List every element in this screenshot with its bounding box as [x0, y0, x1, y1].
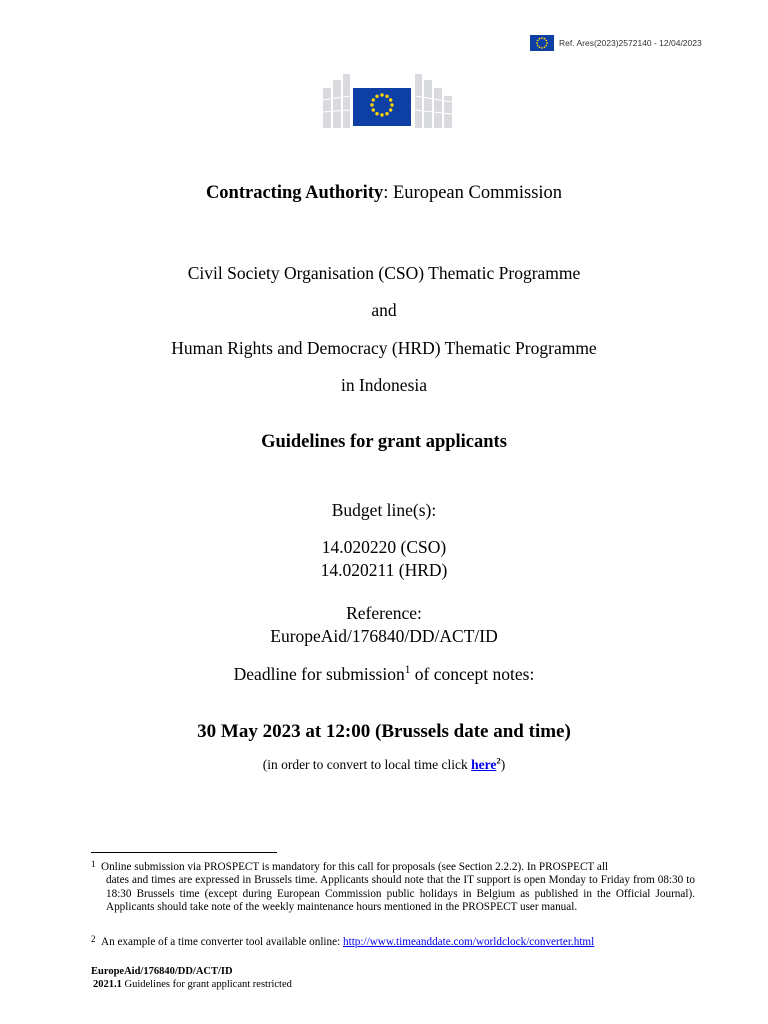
footnote-separator — [91, 852, 277, 853]
footer-version: 2021.1 — [93, 979, 122, 990]
footnote-1-first-line: Online submission via PROSPECT is mandatory for this call for proposals (see Section 2.2.2). In PROSPECT all — [101, 861, 609, 873]
programme-line-cso: Civil Society Organisation (CSO) Thematic Programme — [187, 263, 581, 283]
ares-reference-text: Ref. Ares(2023)2572140 - 12/04/2023 — [559, 38, 702, 48]
programme-line-country: in Indonesia — [340, 375, 428, 395]
reference-label: Reference: — [346, 603, 422, 623]
local-time-link-text: here — [471, 757, 497, 772]
footer-text: Guidelines for grant applicant restricted — [121, 979, 292, 990]
deadline-label — [0, 664, 768, 685]
footnote-2-number: 2 — [91, 934, 96, 944]
footnote-2-text: An example of a time converter tool available online: — [101, 936, 343, 948]
local-time-note — [0, 757, 768, 773]
budget-line-hrd: 14.020211 (HRD) — [320, 560, 448, 580]
local-time-prefix: (in order to convert to local time click — [262, 757, 472, 772]
european-commission-logo-icon — [323, 66, 461, 128]
programme-line-hrd: Human Rights and Democracy (HRD) Thematic Programme — [171, 338, 597, 358]
deadline-prefix: Deadline for submission — [233, 664, 405, 684]
ares-reference-stamp — [530, 34, 702, 52]
budget-line-cso: 14.020220 (CSO) — [321, 537, 447, 557]
budget-label: Budget line(s): — [331, 500, 437, 520]
eu-flag-icon — [530, 35, 554, 51]
deadline-suffix: of concept notes: — [410, 664, 535, 684]
contracting-authority-label: Contracting Authority — [205, 183, 384, 203]
footnote-ref-2[interactable]: 2 — [496, 755, 501, 766]
contracting-authority-separator: : — [383, 183, 393, 203]
contracting-authority — [0, 183, 768, 204]
deadline-date: 30 May 2023 at 12:00 (Brussels date and time) — [197, 721, 571, 742]
contracting-authority-value: European Commission — [393, 183, 563, 203]
guidelines-title: Guidelines for grant applicants — [261, 432, 507, 452]
local-time-suffix: ) — [500, 757, 506, 772]
footnote-1-body: dates and times are expressed in Brussels time. Applicants should note that the IT support is open Monday to Friday from 08:30 to 18:30 Brussels time (except during European Commission public holidays in Belgium as published in the Official Journal). Applicants should take note of the weekly maintenance hours mentioned in the PROSPECT user manual. — [106, 874, 695, 913]
reference-value: EuropeAid/176840/DD/ACT/ID — [270, 626, 498, 646]
footer-reference: EuropeAid/176840/DD/ACT/ID — [91, 966, 233, 977]
footer-version-line — [93, 979, 292, 990]
time-converter-link[interactable]: http://www.timeanddate.com/worldclock/converter.html — [343, 936, 595, 948]
footnote-ref-1[interactable]: 1 — [404, 664, 411, 677]
programme-line-and: and — [371, 300, 397, 320]
footnote-1-number: 1 — [91, 859, 96, 869]
local-time-link[interactable] — [471, 757, 496, 772]
footnote-2 — [91, 936, 695, 949]
footnote-1 — [91, 861, 695, 914]
